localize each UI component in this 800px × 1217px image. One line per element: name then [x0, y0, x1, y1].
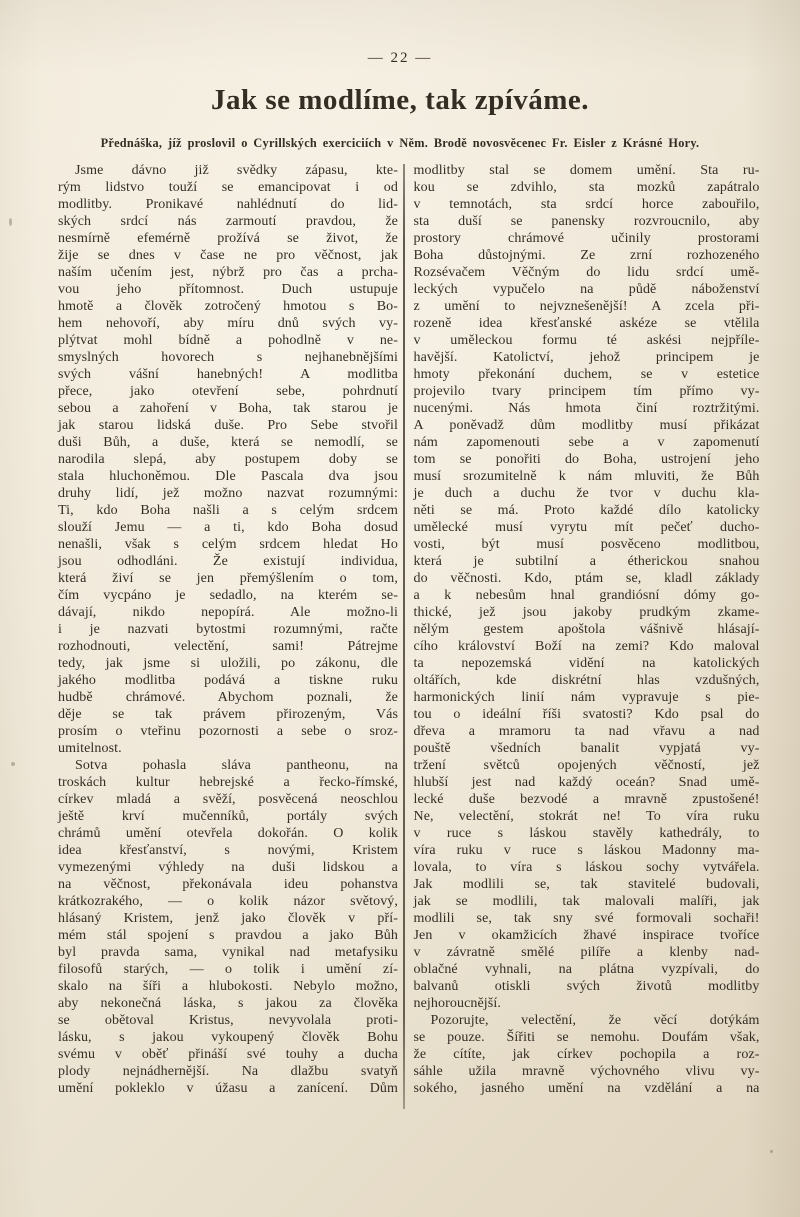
text-line: narodila slepá, aby postupem doby se — [58, 452, 398, 467]
text-line: oblačné vyhnali, na plátna vyzpívali, do — [413, 962, 760, 977]
text-line: smyslných hovorech s nejhanebnějšími — [58, 350, 398, 365]
text-line: hlásaný Kristem, jenž jako člověk v pří- — [58, 911, 398, 926]
text-line: lecké duše bezvodé a mravně zpustošené! — [413, 792, 760, 807]
text-line: svých vášní hanebných! A modlitba — [58, 367, 398, 382]
text-line: nejhoroucnější. — [413, 996, 501, 1011]
column-divider-rule — [403, 164, 405, 1109]
text-line: umělecké musí vyrytu mít pečeť ducho- — [413, 520, 760, 535]
text-line: která živí se jen přemýšlením o tom, — [58, 571, 398, 586]
text-line: jak se modlili, tak malovali malíři, jak — [413, 894, 760, 909]
text-line: Ti, kdo Boha našli a s celým srdcem — [58, 503, 398, 518]
text-line: modlitby stal se domem umění. Sta ru- — [413, 163, 760, 178]
text-line: jak starou lidská duše. Pro Sebe stvořil — [58, 418, 398, 433]
text-line: Jen v okamžicích žhavé inspirace tvoříce — [413, 928, 760, 943]
text-line: Pozorujte, velectění, že věcí dotýkám — [430, 1013, 760, 1028]
text-line: a k nebesům hnal grandiósní dómy go- — [413, 588, 760, 603]
article-subtitle: Přednáška, jíž proslovil o Cyrillských exerciciích v Něm. Brodě novosvěcenec Fr. Eisler z Krásné Hory. — [100, 136, 700, 150]
text-line: sokého, jasného umění na vzdělání a na — [413, 1081, 760, 1096]
text-line: z umění to nejvznešenější! A zcela při- — [413, 299, 760, 314]
text-line: Boha důstojnými. Ze zrní rozhozeného — [413, 248, 760, 263]
text-line: mém stál spojení s pravdou a jako Bůh — [58, 928, 398, 943]
text-line: kou se zdvihlo, sta mozků zapátralo — [413, 180, 760, 195]
text-line: hem nehovoří, aby míru dnů svých vy- — [58, 316, 398, 331]
text-line: nám zapomenouti sebe a v zapomenutí — [413, 435, 760, 450]
text-line: čím vycpáno je sedadlo, na kterém se- — [58, 588, 398, 603]
text-line: rozeně idea křesťanské askéze se vtělila — [413, 316, 760, 331]
text-line: umění pokleklo v úžasu a zanícení. Dům — [58, 1081, 398, 1096]
text-line: sáhle užila mravně výchovného vlivu vy- — [413, 1064, 760, 1079]
text-line: Rozsévačem Věčným do lidu srdcí umě- — [413, 265, 760, 280]
text-line: tržení světců opojených věčností, jež — [413, 758, 760, 773]
text-columns — [58, 162, 760, 1109]
text-line: hmoty překonání duchem, se v estetice — [413, 367, 760, 382]
text-line: přece, jako otevření sebe, pohrdnutí — [58, 384, 398, 399]
text-line: leckých vypučelo na půdě náboženství — [413, 282, 760, 297]
text-line: na věčnost, překonávala ideu pohanstva — [58, 877, 398, 892]
text-line: lásku, s jakou vykoupený člověk Bohu — [58, 1030, 398, 1045]
text-line: skalo na šíři a hlubokosti. Nebylo možno, — [58, 979, 398, 994]
text-line: v temnotách, sta srdcí horce zabouřilo, — [413, 197, 760, 212]
text-line: prosím o vteřinu pozornosti a sebe o sroz- — [58, 724, 398, 739]
text-line: havější. Katolictví, jehož principem je — [413, 350, 760, 365]
right-column — [414, 162, 760, 1109]
text-line: stala hluchoněmou. Dle Pascala dva jsou — [58, 469, 398, 484]
text-line: rým lidstvo touží se emancipovat i od — [58, 180, 398, 195]
text-line: umitelnost. — [58, 741, 122, 756]
text-line: vymezenými výhledy na duši lidskou a — [58, 860, 398, 875]
text-line: nělým gestem apoštola vášnivě hlásají- — [413, 622, 760, 637]
text-line: že cítíte, jak církev pochopila a roz- — [413, 1047, 760, 1062]
text-line: druhy lidí, jež možno nazvat rozumnými: — [58, 486, 398, 501]
paper-speck — [11, 762, 15, 766]
text-line: tedy, jak jsme si uložili, po zákonu, dle — [58, 656, 398, 671]
text-line: nesmírně efemérně prožívá se život, že — [58, 231, 398, 246]
text-line: aby nekonečná láska, s jakou za člověka — [58, 996, 398, 1011]
text-line: něti se má. Proto každé dílo katolicky — [413, 503, 760, 518]
text-line: v ruce s láskou stavěly kathedrály, to — [413, 826, 760, 841]
text-line: jakého modlitba podává a tiskne ruku — [58, 673, 398, 688]
text-line: byl pravda sama, vynikal nad metafysiku — [58, 945, 398, 960]
left-column — [58, 162, 398, 1109]
text-line: ta nepozemská vidění na katolických — [413, 656, 760, 671]
text-line: cího království Boží na zemi? Kdo maloval — [413, 639, 760, 654]
text-line: oltářích, kde diskrétní hlas vzdušných, — [413, 673, 760, 688]
text-line: nenašli, však s celým srdcem hledat Ho — [58, 537, 398, 552]
text-line: Jak modlili se, tak stavitelé budovali, — [413, 877, 760, 892]
text-line: i je nazvati bytostmi rozumnými, račte — [58, 622, 398, 637]
text-line: idea křesťanství, s novými, Kristem — [58, 843, 398, 858]
text-line: musí srozumitelně k nám mluviti, že Bůh — [413, 469, 760, 484]
text-line: duši Bůh, a duše, která se nemodlí, se — [58, 435, 398, 450]
text-line: která je subtilní a étherickou snahou — [413, 554, 760, 569]
page-number: — 22 — — [367, 50, 433, 66]
text-line: sta duší se panensky rozvroucnilo, aby — [413, 214, 760, 229]
text-line: se pouze. Šířiti se nemohu. Doufám však, — [413, 1030, 760, 1045]
article-title: Jak se modlíme, tak zpíváme. — [210, 84, 590, 116]
text-line: děje se tak právem přirozeným, Vás — [58, 707, 398, 722]
text-line: rozhodnouti, velectění, sami! Pátrejme — [58, 639, 398, 654]
text-line: lovala, to víra s láskou sochy vytvářela. — [413, 860, 760, 875]
text-line: sebou a zahoření v Boha, tak starou je — [58, 401, 398, 416]
text-line: Ne, velectění, stokrát ne! To víra ruku — [413, 809, 760, 824]
text-line: ještě krví mučenníků, portály svých — [58, 809, 398, 824]
text-line: projevilo tvary principem tím přímo vy- — [413, 384, 760, 399]
text-line: filosofů starých, — o tolik i umění zí- — [58, 962, 398, 977]
text-line: je duch a duchu že tvor v duchu kla- — [413, 486, 760, 501]
text-line: tou o ideální říši svatosti? Kdo psal do — [413, 707, 760, 722]
text-line: plody nejnádhernější. Na dlažbu svatyň — [58, 1064, 398, 1079]
text-line: balvanů otiskli svých životů modlitby — [413, 979, 760, 994]
text-line: harmonických linií nám vypravuje s pie- — [413, 690, 760, 705]
text-line: dřeva a mramoru ta nad vřavu a nad — [413, 724, 760, 739]
paper-speck — [770, 1150, 773, 1153]
text-line: naším učením jest, nýbrž pro čas a prcha- — [58, 265, 398, 280]
text-line: dávají, nikdo nepopírá. Ale možno-li — [58, 605, 398, 620]
text-line: chrámů umění otevřela dokořán. O kolik — [58, 826, 398, 841]
text-line: jsou odhodláni. Že existují individua, — [58, 554, 398, 569]
text-line: plýtvat mohl bídně a pohodlně v ne- — [58, 333, 398, 348]
text-line: krátkozrakého, — o kolik názor světový, — [58, 894, 398, 909]
text-line: svému v oběť přináší své touhy a ducha — [58, 1047, 398, 1062]
text-line: vosti, být musí posvěceno modlitbou, — [413, 537, 760, 552]
text-line: troskách kultur hebrejské a řecko-římské, — [58, 775, 398, 790]
text-line: církev mladá a svěží, posvěcená neoschlou — [58, 792, 398, 807]
text-line: hudbě chrámové. Abychom poznali, že — [58, 690, 398, 705]
text-line: A poněvadž dům modlitby musí přikázat — [413, 418, 760, 433]
text-line: se obětoval Kristus, nevyvolala proti- — [58, 1013, 398, 1028]
text-line: modlili se, tak sny své formovali sochaři! — [413, 911, 760, 926]
paper-speck — [9, 218, 12, 226]
text-line: thické, jež jsou jakoby prudkým zkame- — [413, 605, 760, 620]
text-line: hmotě a člověk zotročený hmotou s Bo- — [58, 299, 398, 314]
text-line: vou jeho přítomnost. Duch ustupuje — [58, 282, 398, 297]
text-line: v uměleckou formu té askési nejpříle- — [413, 333, 760, 348]
text-line: víra ruku v ruce s láskou Madonny ma- — [413, 843, 760, 858]
text-line: ských srdcí nás zarmoutí pravdou, že — [58, 214, 398, 229]
text-line: slouží Jemu — a ti, kdo Boha dosud — [58, 520, 398, 535]
text-line: Jsme dávno již svědky zápasu, kte- — [75, 163, 398, 178]
text-line: prostory chrámové učinily prostorami — [413, 231, 760, 246]
text-line: modlitby. Pronikavé nahlédnutí do lid- — [58, 197, 398, 212]
text-line: žije se dnes v čase ne pro věčnost, jak — [58, 248, 398, 263]
text-line: v závratně smělé pilíře a klenby nad- — [413, 945, 760, 960]
text-line: do věčnosti. Kdo, ptám se, kladl základy — [413, 571, 760, 586]
text-line: Sotva pohasla sláva pantheonu, na — [75, 758, 398, 773]
text-line: tom se ponořiti do Boha, ustrojení jeho — [413, 452, 760, 467]
text-line: pouště všedních banalit vypjatá vy- — [413, 741, 760, 756]
text-line: hlubší jest nad každý oceán? Snad umě- — [413, 775, 760, 790]
text-line: nucenými. Nás hmota činí roztržitými. — [413, 401, 760, 416]
